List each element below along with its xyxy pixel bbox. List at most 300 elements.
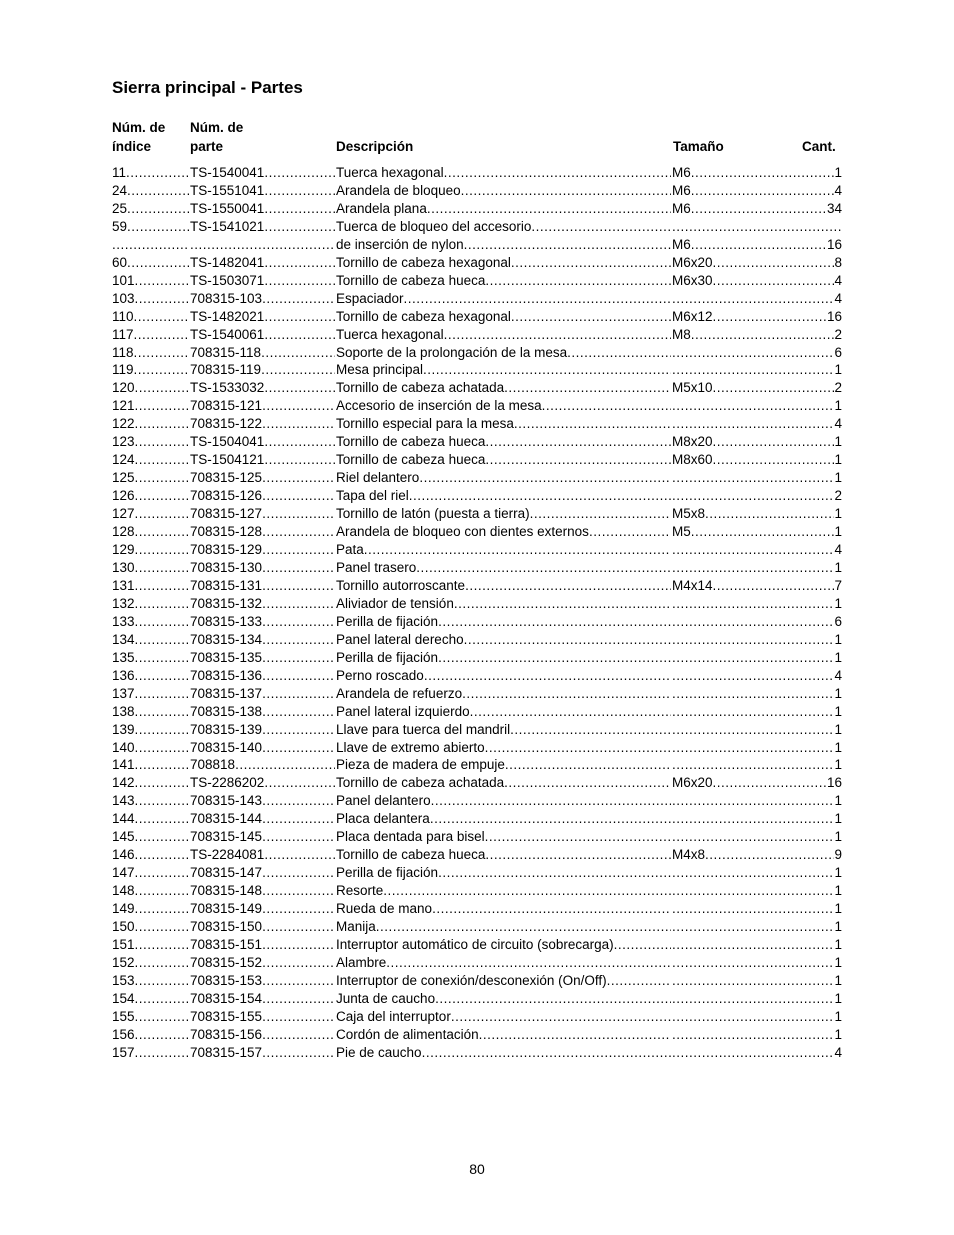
part-number: 708315-149	[190, 901, 263, 917]
description: Placa dentada para bisel	[336, 829, 485, 845]
size-cell	[672, 685, 842, 703]
quantity: 2	[834, 326, 842, 342]
table-row	[112, 397, 842, 415]
index-number-cell	[112, 810, 189, 828]
index-number-cell	[112, 236, 189, 254]
part-number: 708315-148	[190, 883, 263, 899]
size-cell	[672, 649, 842, 667]
description: Tuerca hexagonal	[336, 165, 444, 180]
description: Cordón de alimentación	[336, 1026, 479, 1042]
table-row	[112, 1008, 842, 1026]
table-row	[112, 361, 842, 379]
dot-leader	[262, 595, 335, 613]
dot-leader	[135, 505, 189, 523]
dot-leader	[264, 326, 335, 344]
part-number: TS-1550041	[190, 200, 265, 216]
dot-leader	[262, 1044, 335, 1062]
part-number-cell	[190, 218, 335, 236]
part-number-cell	[190, 541, 335, 559]
part-number-cell	[190, 505, 335, 523]
dot-leader	[672, 990, 834, 1008]
index-number-cell	[112, 649, 189, 667]
size-cell	[672, 1026, 842, 1044]
index-number: 154	[112, 990, 135, 1006]
description-cell	[336, 810, 671, 828]
quantity: 4	[834, 542, 842, 558]
index-number-cell	[112, 254, 189, 272]
dot-leader	[422, 1044, 671, 1062]
table-row	[112, 451, 842, 469]
dot-leader	[510, 721, 671, 739]
dot-leader	[262, 577, 335, 595]
dot-leader	[262, 1026, 335, 1044]
index-number-cell	[112, 164, 189, 182]
part-number: 708315-138	[190, 703, 263, 719]
part-number-cell	[190, 828, 335, 846]
dot-leader	[135, 918, 189, 936]
header-qty: Cant.	[802, 139, 836, 154]
part-number: 708315-135	[190, 649, 263, 665]
dot-leader	[262, 631, 335, 649]
part-number: 708315-144	[190, 811, 263, 827]
quantity: 1	[834, 434, 842, 450]
index-number-cell	[112, 846, 189, 864]
index-number: 140	[112, 739, 135, 755]
dot-leader	[262, 397, 335, 415]
quantity: 1	[834, 1008, 842, 1024]
dot-leader	[713, 272, 835, 290]
size-cell	[672, 828, 842, 846]
dot-leader	[262, 900, 335, 918]
index-number-cell	[112, 200, 189, 218]
index-number: 130	[112, 559, 135, 575]
size: M6	[672, 200, 691, 216]
part-number: 708315-133	[190, 613, 263, 629]
size-cell	[672, 631, 842, 649]
part-number: 708315-130	[190, 559, 263, 575]
dot-leader	[262, 685, 335, 703]
dot-leader	[262, 721, 335, 739]
index-number-cell	[112, 361, 189, 379]
dot-leader	[135, 415, 189, 433]
dot-leader	[672, 882, 834, 900]
dot-leader	[672, 792, 834, 810]
size-cell	[672, 487, 842, 505]
dot-leader	[672, 469, 834, 487]
table-row	[112, 272, 842, 290]
quantity: 16	[826, 236, 842, 252]
part-number: 708315-151	[190, 936, 263, 952]
page-title: Sierra principal - Partes	[112, 78, 303, 97]
dot-leader	[672, 559, 834, 577]
part-number-cell	[190, 954, 335, 972]
description-cell	[336, 954, 671, 972]
part-number: 708315-150	[190, 919, 263, 935]
index-number-cell	[112, 918, 189, 936]
parts-list	[112, 164, 842, 1062]
table-row	[112, 864, 842, 882]
table-row	[112, 236, 842, 254]
size-cell	[672, 290, 842, 308]
part-number-cell	[190, 290, 335, 308]
description-cell	[336, 792, 671, 810]
index-number-cell	[112, 344, 189, 362]
dot-leader	[264, 218, 335, 236]
dot-leader	[504, 774, 671, 792]
dot-leader	[419, 469, 671, 487]
dot-leader	[262, 613, 335, 631]
description: Resorte	[336, 883, 384, 899]
dot-leader	[135, 1008, 189, 1026]
quantity: 4	[834, 182, 842, 198]
part-number-cell	[190, 415, 335, 433]
table-row	[112, 433, 842, 451]
index-number: 156	[112, 1026, 135, 1042]
index-number-cell	[112, 397, 189, 415]
dot-leader	[589, 523, 671, 541]
index-number: 157	[112, 1044, 135, 1060]
index-number: 144	[112, 811, 135, 827]
dot-leader	[235, 756, 335, 774]
dot-leader	[364, 541, 671, 559]
table-row	[112, 308, 842, 326]
index-number-cell	[112, 1044, 189, 1062]
dot-leader	[135, 541, 189, 559]
table-row	[112, 810, 842, 828]
part-number-cell	[190, 739, 335, 757]
dot-leader	[672, 936, 834, 954]
index-number-cell	[112, 1008, 189, 1026]
dot-leader	[465, 577, 671, 595]
index-number: 119	[112, 362, 134, 378]
description: Arandela de bloqueo	[336, 182, 461, 198]
size: M5x10	[672, 380, 713, 396]
part-number-cell	[190, 487, 335, 505]
index-number: 131	[112, 577, 135, 593]
table-row	[112, 1044, 842, 1062]
part-number-cell	[190, 918, 335, 936]
dot-leader	[262, 972, 335, 990]
header-index	[112, 118, 165, 156]
quantity: 1	[834, 559, 842, 575]
table-row	[112, 846, 842, 864]
index-number-cell	[112, 469, 189, 487]
dot-leader	[264, 774, 335, 792]
size-cell	[672, 918, 842, 936]
dot-leader	[190, 236, 335, 254]
dot-leader	[485, 828, 671, 846]
description: Llave para tuerca del mandril	[336, 721, 511, 737]
dot-leader	[607, 972, 671, 990]
size-cell	[672, 361, 842, 379]
dot-leader	[672, 900, 834, 918]
dot-leader	[135, 864, 189, 882]
dot-leader	[135, 469, 189, 487]
header-part-line2: parte	[190, 139, 224, 154]
table-row	[112, 559, 842, 577]
dot-leader	[262, 990, 335, 1008]
table-row	[112, 721, 842, 739]
description: Pata	[336, 542, 364, 558]
index-number-cell	[112, 433, 189, 451]
description-cell	[336, 900, 671, 918]
dot-leader	[530, 505, 671, 523]
dot-leader	[691, 200, 827, 218]
part-number: 708315-143	[190, 793, 263, 809]
index-number: 143	[112, 793, 135, 809]
dot-leader	[672, 487, 834, 505]
size: M8x60	[672, 452, 713, 468]
index-number: 117	[112, 326, 134, 342]
description-cell	[336, 756, 671, 774]
quantity: 1	[834, 506, 842, 522]
dot-leader	[264, 272, 335, 290]
table-row	[112, 972, 842, 990]
index-number: 150	[112, 919, 135, 935]
index-number-cell	[112, 613, 189, 631]
quantity: 4	[834, 667, 842, 683]
dot-leader	[672, 1044, 834, 1062]
dot-leader	[454, 595, 671, 613]
index-number: 141	[112, 757, 135, 773]
part-number: TS-1504121	[190, 452, 265, 468]
dot-leader	[135, 433, 189, 451]
part-number-cell	[190, 379, 335, 397]
part-number: 708315-137	[190, 685, 263, 701]
dot-leader	[672, 972, 834, 990]
size: M5	[672, 524, 691, 540]
index-number-cell	[112, 828, 189, 846]
index-number: 122	[112, 416, 135, 432]
index-number-cell	[112, 290, 189, 308]
index-number: 149	[112, 901, 135, 917]
size: M6	[672, 182, 691, 198]
quantity: 2	[834, 488, 842, 504]
part-number-cell	[190, 864, 335, 882]
dot-leader	[262, 1008, 335, 1026]
dot-leader	[386, 954, 671, 972]
dot-leader	[264, 379, 335, 397]
part-number-cell	[190, 182, 335, 200]
dot-leader	[485, 433, 671, 451]
dot-leader	[135, 792, 189, 810]
description: Tornillo de cabeza hueca	[336, 452, 486, 468]
table-row	[112, 379, 842, 397]
dot-leader	[262, 667, 335, 685]
size-cell	[672, 1044, 842, 1062]
size-cell	[672, 864, 842, 882]
description: Tornillo de cabeza hueca	[336, 847, 486, 863]
table-row	[112, 290, 842, 308]
part-number: TS-2286202	[190, 775, 265, 791]
dot-leader	[691, 326, 835, 344]
dot-leader	[135, 290, 189, 308]
size-cell	[672, 308, 842, 326]
size-cell	[672, 972, 842, 990]
index-number: 148	[112, 883, 135, 899]
index-number: 145	[112, 829, 135, 845]
index-number: 132	[112, 595, 135, 611]
dot-leader	[672, 631, 834, 649]
part-number-cell	[190, 595, 335, 613]
size-cell	[672, 505, 842, 523]
dot-leader	[713, 577, 835, 595]
dot-leader	[672, 649, 834, 667]
description-cell	[336, 487, 671, 505]
dot-leader	[423, 361, 671, 379]
description-cell	[336, 344, 671, 362]
dot-leader	[672, 864, 834, 882]
part-number-cell	[190, 272, 335, 290]
dot-leader	[135, 397, 189, 415]
index-number: 11	[112, 165, 127, 180]
part-number: TS-1540061	[190, 326, 265, 342]
part-number: 708315-125	[190, 470, 263, 486]
index-number: 139	[112, 721, 135, 737]
table-row	[112, 218, 842, 236]
dot-leader	[135, 936, 189, 954]
dot-leader	[691, 523, 835, 541]
dot-leader	[514, 415, 671, 433]
size-cell	[672, 577, 842, 595]
table-row	[112, 254, 842, 272]
dot-leader	[672, 1008, 834, 1026]
description-cell	[336, 972, 671, 990]
index-number-cell	[112, 685, 189, 703]
quantity: 1	[834, 362, 842, 378]
index-number-cell	[112, 218, 189, 236]
description: Arandela plana	[336, 200, 427, 216]
size-cell	[672, 200, 842, 218]
part-number-cell	[190, 810, 335, 828]
size: M8	[672, 326, 691, 342]
part-number: 708315-127	[190, 506, 263, 522]
part-number: 708315-129	[190, 542, 263, 558]
part-number-cell	[190, 990, 335, 1008]
quantity: 4	[834, 416, 842, 432]
index-number-cell	[112, 272, 189, 290]
part-number-cell	[190, 254, 335, 272]
size-cell	[672, 739, 842, 757]
description-cell	[336, 451, 671, 469]
part-number: 708315-154	[190, 990, 263, 1006]
index-number: 136	[112, 667, 135, 683]
dot-leader	[444, 326, 671, 344]
dot-leader	[427, 200, 671, 218]
dot-leader	[264, 254, 335, 272]
description-cell	[336, 164, 671, 182]
part-number: 708315-126	[190, 488, 263, 504]
description: Arandela de bloqueo con dientes externos	[336, 524, 589, 540]
dot-leader	[479, 1026, 671, 1044]
size-cell	[672, 595, 842, 613]
table-row	[112, 541, 842, 559]
dot-leader	[135, 613, 189, 631]
part-number: 708315-118	[190, 344, 262, 360]
description: Caja del interruptor	[336, 1008, 451, 1024]
dot-leader	[127, 218, 189, 236]
description: Placa delantera	[336, 811, 430, 827]
dot-leader	[135, 756, 189, 774]
table-row	[112, 182, 842, 200]
part-number: 708315-128	[190, 524, 263, 540]
part-number: 708315-153	[190, 972, 263, 988]
part-number-cell	[190, 1026, 335, 1044]
size-cell	[672, 721, 842, 739]
index-number: 151	[112, 936, 135, 952]
dot-leader	[135, 559, 189, 577]
part-number-cell	[190, 900, 335, 918]
description: Espaciador	[336, 290, 404, 306]
part-number-cell	[190, 469, 335, 487]
dot-leader	[672, 1026, 834, 1044]
index-number: 128	[112, 524, 135, 540]
dot-leader	[135, 523, 189, 541]
index-number: 60	[112, 254, 128, 270]
quantity: 1	[834, 595, 842, 611]
size-cell	[672, 379, 842, 397]
part-number: 708315-152	[190, 954, 263, 970]
part-number-cell	[190, 451, 335, 469]
dot-leader	[262, 523, 335, 541]
dot-leader	[135, 846, 189, 864]
quantity: 1	[834, 739, 842, 755]
part-number-cell	[190, 774, 335, 792]
size-cell	[672, 703, 842, 721]
dot-leader	[112, 236, 189, 254]
dot-leader	[672, 667, 834, 685]
index-number-cell	[112, 792, 189, 810]
dot-leader	[376, 918, 671, 936]
size-cell	[672, 882, 842, 900]
quantity: 1	[834, 883, 842, 899]
index-number-cell	[112, 990, 189, 1008]
size-cell	[672, 326, 842, 344]
index-number-cell	[112, 631, 189, 649]
part-number-cell	[190, 972, 335, 990]
dot-leader	[262, 415, 335, 433]
index-number-cell	[112, 900, 189, 918]
dot-leader	[672, 685, 834, 703]
quantity: 4	[834, 290, 842, 306]
quantity: 16	[826, 308, 842, 324]
dot-leader	[262, 559, 335, 577]
dot-leader	[691, 164, 835, 182]
description-cell	[336, 254, 671, 272]
index-number: 120	[112, 380, 135, 396]
table-row	[112, 1026, 842, 1044]
description: Panel trasero	[336, 559, 417, 575]
dot-leader	[485, 272, 671, 290]
index-number-cell	[112, 1026, 189, 1044]
dot-leader	[464, 631, 671, 649]
description-cell	[336, 272, 671, 290]
description-cell	[336, 541, 671, 559]
table-row	[112, 415, 842, 433]
size-cell	[672, 254, 842, 272]
quantity: 1	[834, 757, 842, 773]
description-cell	[336, 846, 671, 864]
part-number: 708315-136	[190, 667, 263, 683]
size: M8x20	[672, 434, 713, 450]
dot-leader	[713, 451, 835, 469]
quantity: 1	[834, 165, 842, 180]
index-number-cell	[112, 487, 189, 505]
dot-leader	[485, 451, 671, 469]
dot-leader	[135, 703, 189, 721]
dot-leader	[461, 182, 671, 200]
size-cell	[672, 523, 842, 541]
